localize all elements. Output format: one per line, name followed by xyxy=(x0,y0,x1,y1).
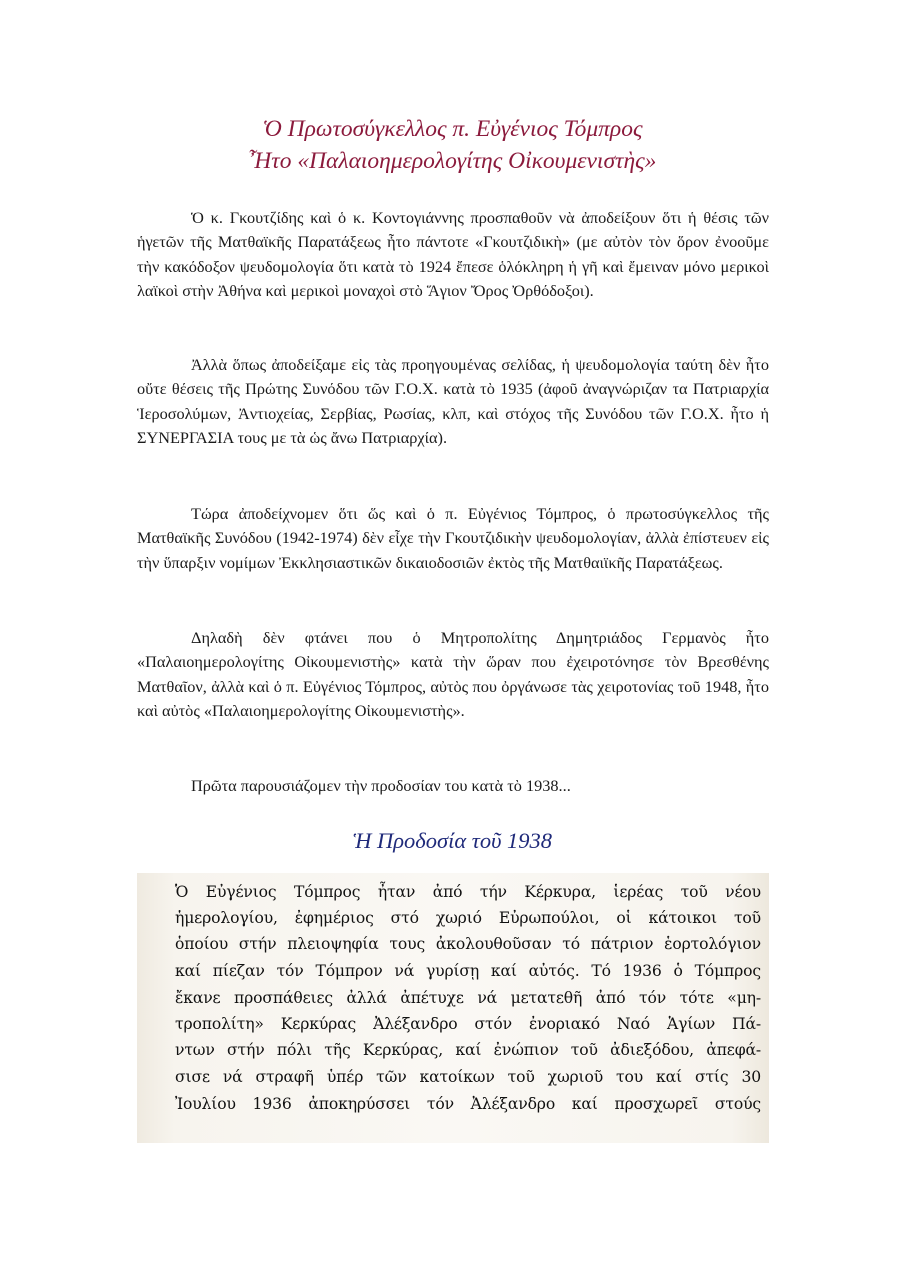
scan-line-2: ἡμερολογίου, ἐφημέριος στό χωριό Εὐρωπούλοι, οἱ κάτοικοι τοῦ xyxy=(175,909,761,927)
scanned-excerpt xyxy=(137,873,769,1143)
scan-line-7: ντων στήν πόλι τῆς Κερκύρας, καί ἐνώπιον τοῦ ἀδιεξόδου, ἀπεφά- xyxy=(175,1041,761,1059)
paragraph-2: Ἀλλὰ ὅπως ἀποδείξαμε εἰς τὰς προηγουμένας σελίδας, ἡ ψευδομολογία ταύτη δὲν ἦτο οὔτε θέσεις τῆς Πρώτης Συνόδου τῶν Γ.Ο.Χ. κατὰ τὸ 1935 (ἀφοῦ ἀναγνώριζαν τα Πατριαρχία Ἱεροσολύμων, Ἀντιοχείας, Σερβίας, Ρωσίας, κλπ, καὶ στόχος τῆς Συνόδου τῶν Γ.Ο.Χ. ἦτο ἡ ΣΥΝΕΡΓΑΣΙΑ τους με τὰ ὡς ἄνω Πατριαρχία). xyxy=(137,355,769,447)
scan-line-3: ὁποίου στήν πλειοψηφία τους ἀκολουθοῦσαν τό πάτριον ἑορτολόγιον xyxy=(175,935,761,953)
scan-line-4: καί πίεζαν τόν Τόμπρον νά γυρίσῃ καί αὐτός. Τό 1936 ὁ Τόμπρος xyxy=(175,962,761,980)
paragraph-4: Δηλαδὴ δὲν φτάνει που ὁ Μητροπολίτης Δημητριάδος Γερμανὸς ἦτο «Παλαιοημερολογίτης Οἰκουμενιστὴς» κατὰ τὴν ὥραν που ἐχειροτόνησε τὸν Βρεσθένης Ματθαῖον, ἀλλὰ καὶ ὁ π. Εὐγένιος Τόμπρος, αὐτὸς που ὀργάνωσε τὰς χειροτονίας τοῦ 1948, ἦτο καὶ αὐτὸς «Παλαιοημερολογίτης Οἰκουμενιστὴς». xyxy=(137,628,769,720)
scan-line-6: τροπολίτη» Κερκύρας Ἀλέξανδρο στόν ἐνοριακό Ναό Ἁγίων Πά- xyxy=(175,1015,761,1033)
section-heading: Ἡ Προδοσία τοῦ 1938 xyxy=(352,828,553,853)
paragraph-5: Πρῶτα παρουσιάζομεν τὴν προδοσίαν του κατὰ τὸ 1938... xyxy=(191,776,571,795)
page-title-line-2: Ἦτο «Παλαιοημερολογίτης Οἰκουμενιστὴς» xyxy=(248,148,657,174)
paragraph-3: Τώρα ἀποδείχνομεν ὅτι ὥς καὶ ὁ π. Εὐγένιος Τόμπρος, ὁ πρωτοσύγκελλος τῆς Ματθαϊκῆς Συνόδου (1942-1974) δὲν εἶχε τὴν Γκουτζιδικὴν ψευδομολογίαν, ἀλλὰ ἐπίστευεν εἰς τὴν ὕπαρξιν νομίμων Ἐκκλησιαστικῶν δικαιοδοσιῶν ἐκτὸς τῆς Ματθαιϊκῆς Παρατάξεως. xyxy=(137,504,769,572)
scan-line-9: Ἰουλίου 1936 ἀποκηρύσσει τόν Ἀλέξανδρο καί προσχωρεῖ στούς xyxy=(175,1095,761,1113)
page-title-line-1: Ὁ Πρωτοσύγκελλος π. Εὐγένιος Τόμπρος xyxy=(262,116,643,142)
scan-line-5: ἔκανε προσπάθειες ἀλλά ἀπέτυχε νά μετατεθῆ ἀπό τόν τότε «μη- xyxy=(175,989,761,1007)
scan-line-1: Ὁ Εὐγένιος Τόμπρος ἦταν ἀπό τήν Κέρκυρα, ἱερέας τοῦ νέου xyxy=(175,883,761,901)
scan-line-8: σισε νά στραφῆ ὑπέρ τῶν κατοίκων τοῦ χωριοῦ του καί στίς 30 xyxy=(175,1068,761,1086)
paragraph-1: Ὁ κ. Γκουτζίδης καὶ ὁ κ. Κοντογιάννης προσπαθοῦν νὰ ἀποδείξουν ὅτι ἡ θέσις τῶν ἡγετῶν τῆς Ματθαϊκῆς Παρατάξεως ἦτο πάντοτε «Γκουτζιδικὴ» (με αὐτὸν τὸν ὅρον ἐνοοῦμε τὴν κακόδοξον ψευδομολογία ὅτι κατὰ τὸ 1924 ἔπεσε ὁλόκληρη ἡ γῆ καὶ ἔμειναν μόνο μερικοὶ λαϊκοὶ στὴν Ἀθήνα καὶ μερικοὶ μοναχοὶ στὸ Ἅγιον Ὄρος Ὀρθόδοξοι). xyxy=(137,208,769,300)
